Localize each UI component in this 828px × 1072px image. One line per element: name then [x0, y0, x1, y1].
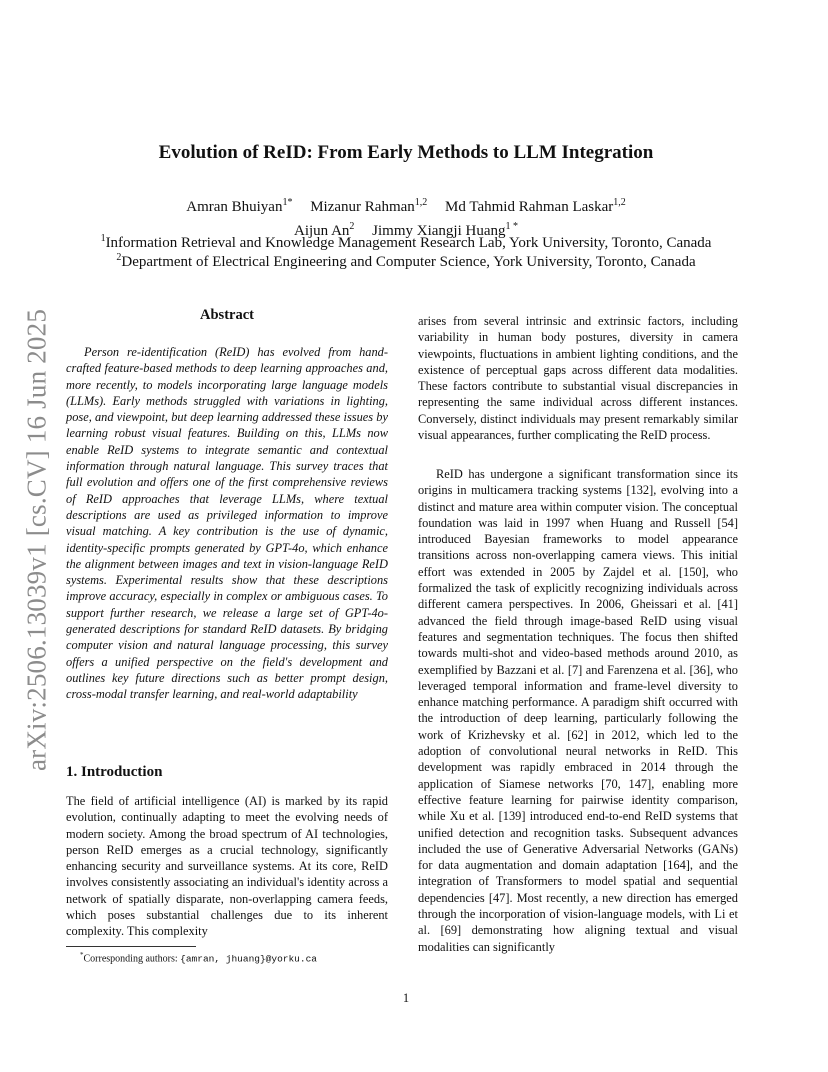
footnote-email: {amran, jhuang}@yorku.ca — [180, 953, 317, 965]
author-4: Aijun An$^2$ — [293, 221, 355, 239]
arxiv-side-stamp — [22, 300, 52, 780]
affiliation-2: $^2$Department of Electrical Engineering and Computer Science, York University, Toronto, Canada — [116, 252, 696, 270]
page-number: 1 — [402, 991, 410, 1005]
abstract-body — [66, 344, 388, 703]
affiliation-1: $^1$Information Retrieval and Knowledge Management Research Lab, York University, Toronto, Canada — [100, 233, 712, 251]
right-column-paragraph-2: ReID has undergone a significant transformation since its origins in multicamera tracking systems [132], evolving into a distinct and mature area within computer vision. The conceptual foundation was laid in 1997 when Huang and Russell [54] introduced Bayesian frameworks to model appearance transitions across non-overlapping camera views. This initial effort was extended in 2005 by Zajdel et al. [150], who formalized the task of explicitly recognizing individuals across different camera perspectives. In 2006, Gheissari et al. [41] advanced the field through image-based ReID using visual features and segmentation techniques. The focus then shifted towards multi-shot and video-based methods around 2010, as exemplified by Bazzani et al. [7] and Farenzena et al. [36], who leveraged temporal information and frame-level diversity to enhance matching performance. A paradigm shift occurred with the introduction of deep learning, particularly following the work of Krizhevsky et al. [62] in 2012, which led to the adoption of convolutional neural networks in ReID. This development was rapidly embraced in 2014 through the application of Siamese networks [70, 147], enabling more effective feature learning for pairwise identity comparison, while Xu et al. [139] introduced end-to-end ReID systems that unified detection and recognition tasks. Subsequent advances included the use of Generative Adversarial Networks (GANs) for data augmentation and domain adaptation [164], and the integration of Transformers to model spatial and sequential dependencies [47]. Most recently, a new direction has emerged through the incorporation of vision-language models, with Li et al. [69] demonstrating how aligning textual and visual modalities can significantly — [418, 467, 738, 954]
author-3: Md Tahmid Rahman Laskar$^{1,2}$ — [445, 197, 626, 215]
author-row-1 — [0, 193, 812, 217]
abstract-text: Person re-identification (ReID) has evolved from hand-crafted feature-based methods to deep learning approaches and, more recently, to models incorporating large language models (LLMs). Early methods struggled with variations in lighting, pose, and viewpoint, but deep learning addressed these issues by learning robust visual features. Building on this, LLMs now enable ReID systems to integrate semantic and contextual information through natural language. This survey traces that full evolution and offers one of the first comprehensive reviews of ReID approaches that leverage LLMs, where textual descriptions are used as privileged information to improve visual matching. A key contribution is the use of dynamic, identity-specific prompts generated by GPT-4o, which enhance the alignment between images and text in vision-language ReID systems. Experimental results show that these descriptions improve accuracy, especially in complex or ambiguous cases. To support further research, we release a large set of GPT-4o-generated descriptions for standard ReID datasets. By bridging computer vision and natural language processing, this survey offers a unified perspective on the field's development and outlines key future directions such as better prompt design, cross-modal transfer learning, and real-world adaptability — [66, 345, 388, 702]
footnote: *Corresponding authors: {amran, jhuang}@yorku.ca — [80, 951, 317, 965]
footnote-divider — [66, 946, 196, 947]
introduction-body — [66, 793, 388, 940]
section-heading-introduction: 1. Introduction — [66, 764, 163, 780]
paper-title: Evolution of ReID: From Early Methods to LLM Integration — [158, 142, 654, 163]
arxiv-stamp-text: arXiv:2506.13039v1 [cs.CV] 16 Jun 2025 — [21, 308, 52, 772]
author-5: Jimmy Xiangji Huang$^{1 *}$ — [372, 221, 518, 239]
author-1: Amran Bhuiyan$^{1*}$ — [186, 197, 293, 215]
introduction-paragraph: The field of artificial intelligence (AI) is marked by its rapid evolution, continually adapting to meet the evolving needs of modern society. Among the broad spectrum of AI technologies, person ReID emerges as a crucial technology, significantly enhancing security and surveillance systems. At its core, ReID involves consistently associating an individual's identity across a network of spatially disparate, non-overlapping camera feeds, which poses substantial challenges due to its inherent complexity. This complexity — [66, 794, 388, 939]
author-2: Mizanur Rahman$^{1,2}$ — [310, 197, 428, 215]
abstract-heading: Abstract — [200, 307, 254, 323]
right-column-paragraph-1: arises from several intrinsic and extrinsic factors, including variability in human body postures, diversity in camera viewpoints, fluctuations in ambient lighting conditions, and the existence of perceptual gaps across different data modalities. These factors contribute to substantial visual discrepancies in representing the same individual across different instances. Conversely, distinct individuals may present remarkably similar visual appearances, further complicating the ReID process. — [418, 314, 738, 443]
